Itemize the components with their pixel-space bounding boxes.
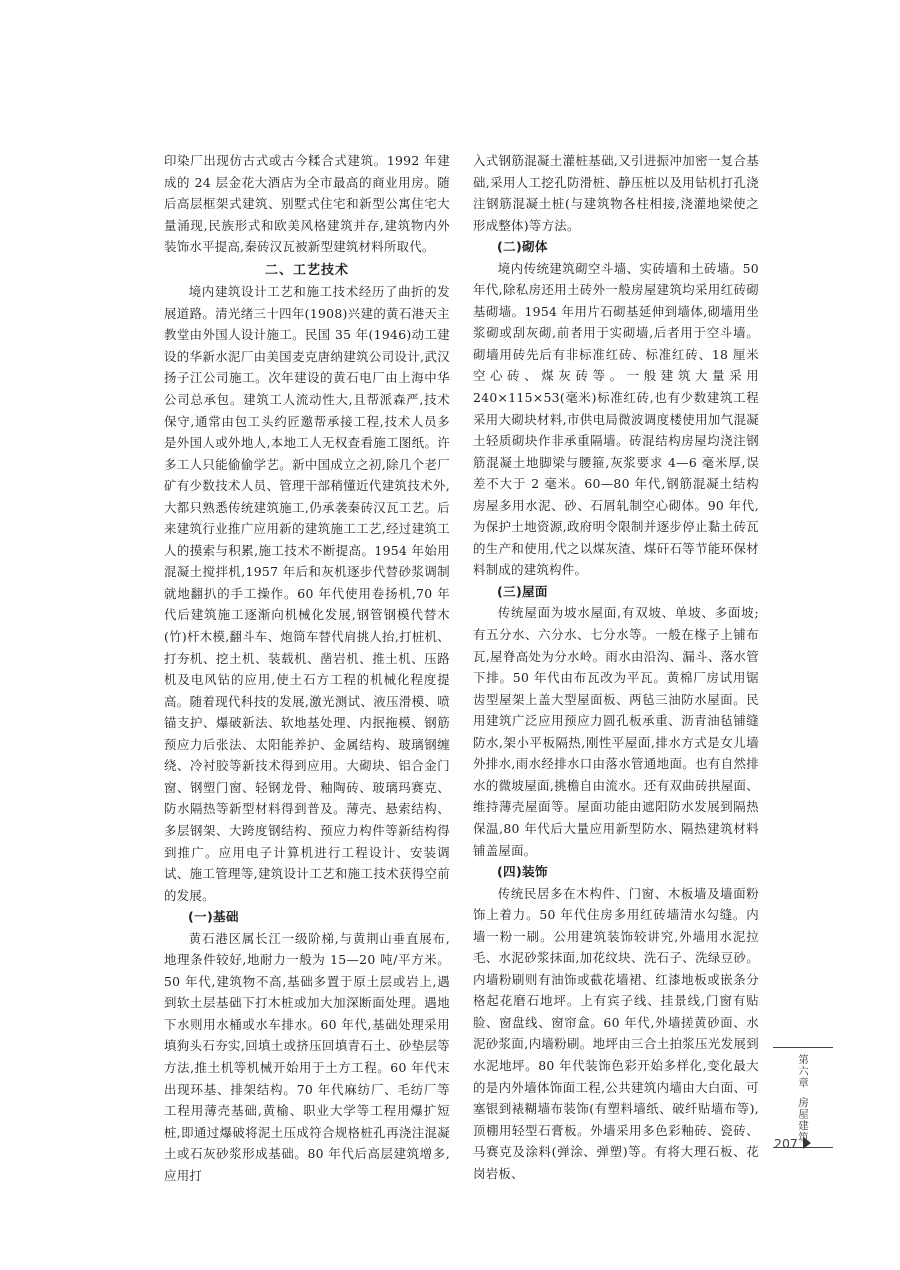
right-column — [473, 150, 759, 1184]
paragraph: 黄石港区属长江一级阶梯,与黄荆山垂直展布,地理条件较好,地耐力一般为 15—20 吨/平方米。50 年代,建筑物不高,基础多置于原土层或岩上,遇到软土层基础下打木桩或加大加深断面处理。遇地下水则用水桶或水车排水。60 年代,基础处理采用填狗头石夯实,回填土或挤压回填青石土、砂垫层等方法,推土机等机械开始用于土方工程。60 年代末出现环基、排架结构。70 年代麻纺厂、毛纺厂等工程用薄壳基础,黄榆、职业大学等工程用爆扩短桩,即通过爆破将泥土压成符合规格桩孔再浇注混凝土或石灰砂浆形成基础。80 年代后高层建筑增多,应用打 — [164, 930, 450, 1183]
chapter-tab-rule — [773, 1047, 833, 1048]
page-number — [774, 1136, 811, 1151]
subsection-heading: (一)基础 — [188, 909, 239, 925]
chapter-title: 房屋建筑 — [797, 1096, 809, 1143]
subsection-heading: (四)装饰 — [497, 864, 548, 880]
subsection-heading: (二)砌体 — [497, 239, 548, 255]
triangle-right-icon — [803, 1137, 811, 1149]
paragraph: 传统屋面为坡水屋面,有双坡、单坡、多面坡;有五分水、六分水、七分水等。一般在椽子上铺布瓦,屋脊高处为分水岭。雨水由沿沟、漏斗、落水管下排。50 年代由布瓦改为平瓦。黄棉厂房试用锯齿型屋架上盖大型屋面板、两毡三油防水屋面。民用建筑广泛应用预应力圆孔板承重、沥青油毡铺缝防水,架小平板隔热,刚性平屋面,排水方式是女儿墙外排水,雨水经排水口由落水管通地面。也有自然排水的微坡屋面,挑檐自由流水。还有双曲砖拱屋面、维持薄壳屋面等。屋面功能由遮阳防水发展到隔热保温,80 年代后大量应用新型防水、隔热建筑材料铺盖屋面。 — [473, 605, 759, 858]
paragraph: 境内传统建筑砌空斗墙、实砖墙和土砖墙。50 年代,除私房还用土砖外一般房屋建筑均采用红砖砌基砌墙。1954 年用片石砌基延伸到墙体,砌墙用坐浆砌或刮灰砌,前者用于实砌墙,后者用于空斗墙。砌墙用砖先后有非标准红砖、标准红砖、18 厘米空心砖、煤灰砖等。一般建筑大量采用 240×115×53(毫米)标准红砖,也有少数建筑工程采用大砌块材料,市供电局微波调度楼使用加气混凝土轻质砌块作非承重隔墙。砖混结构房屋均浇注钢筋混凝土地脚梁与腰箍,灰浆要求 4—6 毫米厚,误差不大于 2 毫米。60—80 年代,钢筋混凝土结构房屋多用水泥、砂、石屑轧制空心砌体。90 年代,为保护土地资源,政府明令限制并逐步停止黏土砖瓦的生产和使用,代之以煤灰渣、煤矸石等节能环保材料制成的建筑构件。 — [473, 260, 759, 578]
left-column — [164, 150, 450, 1186]
subsection-heading: (三)屋面 — [497, 583, 548, 599]
paragraph: 印染厂出现仿古式或古今糅合式建筑。1992 年建成的 24 层金花大酒店为全市最高的商业用房。随后高层框架式建筑、别墅式住宅和新型公寓住宅大量涌现,民族形式和欧美风格建筑并存,建筑物内外装饰水平提高,秦砖汉瓦被新型建筑材料所取代。 — [164, 153, 450, 255]
paragraph: 境内建筑设计工艺和施工技术经历了曲折的发展道路。清光绪三十四年(1908)兴建的黄石港天主教堂由外国人设计施工。民国 35 年(1946)动工建设的华新水泥厂由美国麦克唐纳建筑公司设计,武汉扬子江公司施工。次年建设的黄石电厂由上海中华公司总承包。建筑工人流动性大,且帮派森严,技术保守,通常由包工头约匠邀帮承接工程,技术人员多是外国人或外地人,本地工人无权查看施工图纸。许多工人只能偷偷学艺。新中国成立之初,除几个老厂矿有少数技术人员、管理干部稍懂近代建筑技术外,大都只熟悉传统建筑施工,仍承袭秦砖汉瓦工艺。后来建筑行业推广应用新的建筑施工工艺,经过建筑工人的摸索与积累,施工技术不断提高。1954 年始用混凝土搅拌机,1957 年后和灰机逐步代替砂浆调制就地翻扒的手工操作。60 年代使用卷扬机,70 年代后建筑施工逐渐向机械化发展,钢管钢模代替木(竹)杆木模,翻斗车、炮筒车替代肩挑人抬,打桩机、打夯机、挖土机、装载机、凿岩机、推土机、压路机及电风钻的应用,使土石方工程的机械化程度提高。随着现代科技的发展,激光测试、液压滑模、喷锚支护、爆破新法、软地基处理、内抿拖模、钢筋预应力后张法、太阳能养护、金属结构、玻璃钢缠绕、冷衬胶等新技术得到应用。大砌块、铝合金门窗、钢塑门窗、轻钢龙骨、釉陶砖、玻璃玛赛克、防水隔热等新型材料得到普及。薄壳、悬索结构、多层钢架、大跨度钢结构、预应力构件等新结构得到推广。应用电子计算机进行工程设计、安装调试、施工管理等,建筑设计工艺和施工技术获得空前的发展。 — [164, 284, 450, 903]
section-heading: 二、工艺技术 — [264, 262, 349, 278]
paragraph: 入式钢筋混凝土灌桩基础,又引进振冲加密一复合基础,采用人工挖孔防滑桩、静压桩以及用钻机打孔浇注钢筋混凝土桩(与建筑物各柱相接,浇灌地梁使之形成整体)等方法。 — [473, 153, 759, 233]
chapter-label: 第六章 — [797, 1054, 809, 1089]
paragraph: 传统民居多在木构件、门窗、木板墙及墙面粉饰上着力。50 年代住房多用红砖墙清水勾缝。内墙一粉一刷。公用建筑装饰较讲究,外墙用水泥拉毛、水泥砂浆抹面,加花纹块、洗石子、洗绿豆砂。内墙粉刷则有油饰或截花墙裙、红漆地板或嵌条分格起花磨石地坪。上有宾子线、挂景线,门窗有贴脸、窗盘线、窗帘盒。60 年代,外墙搓黄砂面、水泥砂浆面,内墙粉刷。地坪由三合土拍浆压光发展到水泥地坪。80 年代装饰色彩开始多样化,变化最大的是内外墙体饰面工程,公共建筑内墙由大白面、可塞银到裱糊墙布装饰(有塑料墙纸、破纤贴墙布等),顶棚用轻型石膏板。外墙采用多色彩釉砖、瓷砖、马赛克及涂料(弹涂、弹塑)等。有将大理石板、花岗岩板、 — [473, 885, 759, 1181]
page-number-text: 207 — [774, 1136, 798, 1151]
chapter-tab — [773, 1047, 833, 1148]
